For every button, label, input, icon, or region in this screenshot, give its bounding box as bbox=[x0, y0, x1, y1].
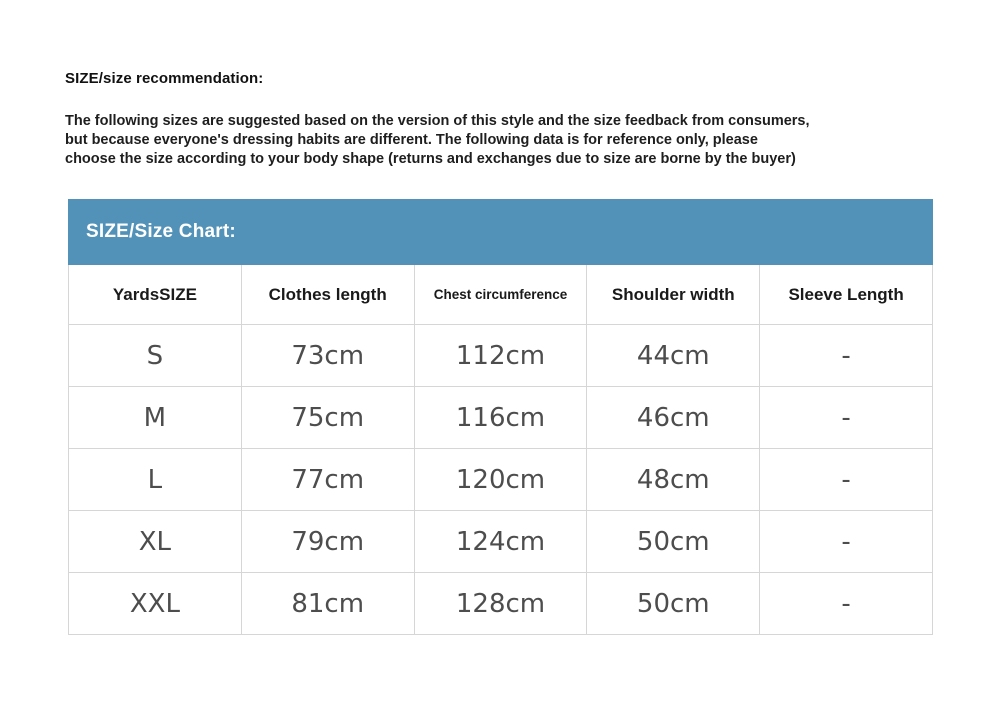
shoulder-width-cell: 48cm bbox=[587, 449, 760, 511]
clothes-length-cell: 75cm bbox=[241, 387, 414, 449]
table-row-xl bbox=[69, 511, 933, 573]
sleeve-length-cell: - bbox=[760, 325, 933, 387]
size-cell: XL bbox=[69, 511, 242, 573]
table-row-xxl bbox=[69, 573, 933, 635]
column-header-yards-size: YardsSIZE bbox=[69, 265, 242, 325]
table-row-m bbox=[69, 387, 933, 449]
size-table bbox=[68, 265, 933, 635]
shoulder-width-cell: 50cm bbox=[587, 573, 760, 635]
size-chart-title: SIZE/Size Chart: bbox=[86, 221, 236, 242]
intro-line: but because everyone's dressing habits are different. The following data is for reference only, please bbox=[65, 132, 758, 148]
sleeve-length-cell: - bbox=[760, 387, 933, 449]
size-recommendation-page bbox=[0, 70, 1000, 708]
column-header-shoulder-width: Shoulder width bbox=[587, 265, 760, 325]
shoulder-width-cell: 44cm bbox=[587, 325, 760, 387]
size-cell: XXL bbox=[69, 573, 242, 635]
size-chart-section bbox=[68, 199, 933, 635]
size-cell: S bbox=[69, 325, 242, 387]
clothes-length-cell: 77cm bbox=[241, 449, 414, 511]
size-table-head bbox=[69, 265, 933, 325]
size-chart-header bbox=[68, 199, 933, 265]
size-cell: L bbox=[69, 449, 242, 511]
chest-circumference-cell: 128cm bbox=[414, 573, 587, 635]
chest-circumference-cell: 120cm bbox=[414, 449, 587, 511]
shoulder-width-cell: 50cm bbox=[587, 511, 760, 573]
clothes-length-cell: 79cm bbox=[241, 511, 414, 573]
shoulder-width-cell: 46cm bbox=[587, 387, 760, 449]
table-row-s bbox=[69, 325, 933, 387]
header-row bbox=[69, 265, 933, 325]
table-row-l bbox=[69, 449, 933, 511]
sleeve-length-cell: - bbox=[760, 511, 933, 573]
chest-circumference-cell: 112cm bbox=[414, 325, 587, 387]
clothes-length-cell: 81cm bbox=[241, 573, 414, 635]
column-header-sleeve-length: Sleeve Length bbox=[760, 265, 933, 325]
column-header-chest-circumference: Chest circumference bbox=[414, 265, 587, 325]
size-cell: M bbox=[69, 387, 242, 449]
chest-circumference-cell: 116cm bbox=[414, 387, 587, 449]
chest-circumference-cell: 124cm bbox=[414, 511, 587, 573]
clothes-length-cell: 73cm bbox=[241, 325, 414, 387]
column-header-clothes-length: Clothes length bbox=[241, 265, 414, 325]
intro-line: The following sizes are suggested based on the version of this style and the size feedback from consumers, bbox=[65, 113, 810, 129]
size-table-body bbox=[69, 325, 933, 635]
sleeve-length-cell: - bbox=[760, 449, 933, 511]
intro-paragraph bbox=[65, 112, 945, 169]
sleeve-length-cell: - bbox=[760, 573, 933, 635]
intro-line: choose the size according to your body shape (returns and exchanges due to size are borne by the buyer) bbox=[65, 151, 796, 167]
page-title: SIZE/size recommendation: bbox=[65, 70, 264, 87]
